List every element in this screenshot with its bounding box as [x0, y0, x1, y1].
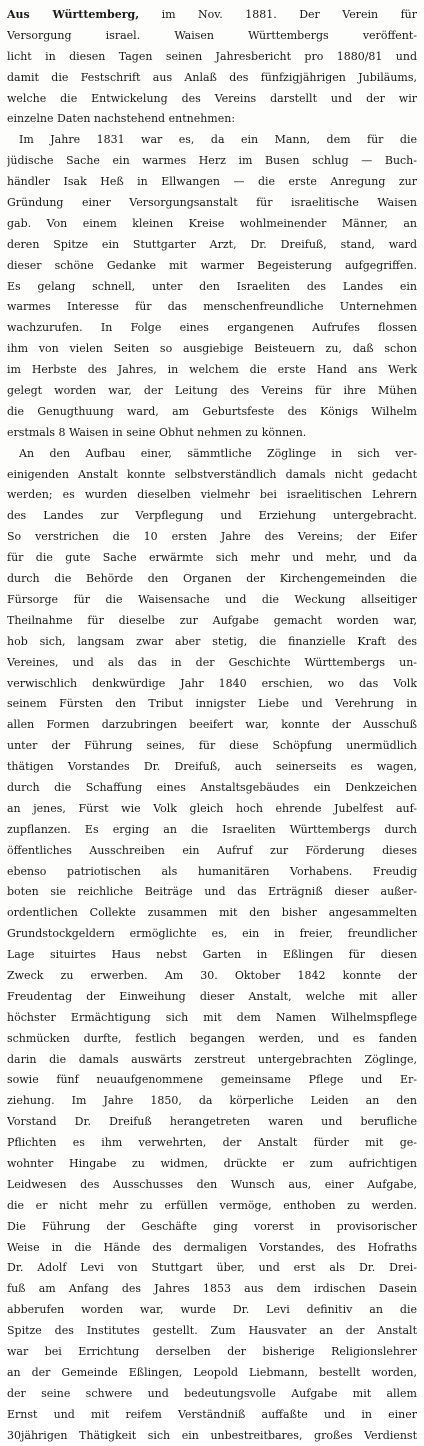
line-text: Ernst und mit reifem Verständniß auffaßte und in einer	[7, 1407, 417, 1421]
line-text: erstmals 8 Waisen in seine Obhut nehmen zu können.	[7, 425, 307, 439]
line-text: für die gute Sache erwärmte sich mehr und mehr, und da	[7, 551, 417, 565]
text-line	[7, 297, 417, 318]
text-line	[7, 694, 417, 715]
line-text: Freudentag der Einweihung dieser Anstalt, welche mit aller	[7, 989, 417, 1003]
line-text: jüdische Sache ein warmes Herz im Busen schlug — Buch-	[7, 154, 417, 168]
line-text: wohnter Hingabe zu widmen, drückte er zum aufrichtigen	[7, 1156, 417, 1170]
line-text: 30jährigen Thätigkeit sich ein unbestreitbares, großes Verdienst	[7, 1428, 417, 1442]
line-text: abberufen worden war, wurde Dr. Levi definitiv an die	[7, 1303, 417, 1317]
text-line	[7, 778, 417, 799]
line-text: Vereines, und als das in der Geschichte Württembergs un-	[7, 655, 417, 669]
line-text: Pflichten es ihm verwehrten, der Anstalt fürder mit ge-	[7, 1136, 417, 1150]
line-text: Grundstockgeldern ermöglichte es, ein in freier, freundlicher	[7, 927, 417, 941]
line-text: Die Führung der Geschäfte ging vorerst in provisorischer	[7, 1219, 417, 1233]
line-text: So verstrichen die 10 ersten Jahre des Vereins; der Eifer	[7, 530, 417, 544]
text-line	[7, 318, 417, 339]
text-line	[7, 882, 417, 903]
line-text: im Herbste des Jahres, in welchem die erste Hand ans Werk	[7, 363, 417, 377]
text-line	[7, 820, 417, 841]
text-line	[7, 1384, 417, 1405]
line-text: hob sich, langsam zwar aber stetig, die finanzielle Kraft des	[7, 634, 417, 648]
text-line	[7, 109, 417, 130]
line-text: an jenes, Fürst wie Volk gleich hoch ehrende Jubelfest auf-	[7, 801, 417, 815]
text-line	[7, 841, 417, 862]
line-text: gelegt worden war, der Leitung des Vereins für ihre Mühen	[7, 384, 417, 398]
line-text: Fürsorge für die Waisensache und die Weckung allseitiger	[7, 592, 417, 606]
text-line	[7, 1154, 417, 1175]
article-body	[7, 5, 417, 1446]
line-text: An den Aufbau einer, sämmtliche Zöglinge in sich ver-	[19, 446, 417, 460]
line-text: unter der Führung seines, für diese Schöpfung unermüdlich	[7, 739, 417, 753]
line-text: werden; es wurden dieselben vielmehr bei israelitischen Lehrern	[7, 488, 417, 502]
line-text: wachzurufen. In Folge eines ergangenen Aufrufes flossen	[7, 321, 417, 335]
text-line	[7, 1217, 417, 1238]
text-line	[7, 757, 417, 778]
line-text: sowie fünf neuaufgenommene gemeinsame Pflege und Er-	[7, 1073, 417, 1087]
line-text: verwischlich denkwürdige Jahr 1840 erschien, wo das Volk	[7, 676, 417, 690]
line-text: durch die Schaffung eines Anstaltsgebäudes ein Denkzeichen	[7, 780, 417, 794]
line-text: Leidwesen des Ausschusses den Wunsch aus, einer Aufgabe,	[7, 1177, 417, 1191]
line-text: thätigen Vorstandes Dr. Dreifuß, auch seinerseits es wagen,	[7, 760, 417, 774]
line-text: durch die Behörde den Organen der Kirchengemeinden die	[7, 572, 417, 586]
text-line	[7, 1050, 417, 1071]
text-line	[7, 130, 417, 151]
text-line	[7, 1029, 417, 1050]
line-text: Zweck zu erwerben. Am 30. Oktober 1842 konnte der	[7, 968, 417, 982]
line-text: ihm von vielen Seiten so ausgiebige Beisteuern zu, daß schon	[7, 342, 417, 356]
line-text: die Genugthuung ward, am Geburtsfeste des Königs Wilhelm	[7, 404, 417, 418]
text-line	[7, 736, 417, 757]
line-text: deren Spitze ein Stuttgarter Arzt, Dr. Dreifuß, stand, ward	[7, 237, 417, 251]
text-line	[7, 1112, 417, 1133]
line-text: boten sie reichliche Beiträge und das Erträgniß dieser außer-	[7, 885, 417, 899]
text-line	[7, 674, 417, 695]
line-text: damit die Festschrift aus Anlaß des fünfzigjährigen Jubiläums,	[7, 70, 417, 84]
text-line	[7, 715, 417, 736]
line-text: Spitze des Institutes gestellt. Zum Hausvater an der Anstalt	[7, 1324, 417, 1338]
line-text: dieser schöne Gedanke mit warmer Begeisterung aufgegriffen.	[7, 258, 417, 272]
text-line	[7, 151, 417, 172]
text-line	[7, 360, 417, 381]
line-text: fuß am Anfang des Jahres 1853 aus dem irdischen Dasein	[7, 1282, 417, 1296]
text-line	[7, 1008, 417, 1029]
text-line	[7, 527, 417, 548]
line-text: ebenso patriotischen als humanitären Vorhabens. Freudig	[7, 864, 417, 878]
article-headline: Aus Württemberg,	[7, 8, 140, 21]
text-line	[7, 485, 417, 506]
line-text: allen Formen darzubringen beeifert war, konnte der Ausschuß	[7, 718, 417, 732]
line-text: einigenden Anstalt konnte selbstverständlich damals nicht gedacht	[7, 467, 417, 481]
text-line	[7, 256, 417, 277]
text-line	[7, 1175, 417, 1196]
text-line	[7, 277, 417, 298]
text-line	[7, 632, 417, 653]
line-text: im Nov. 1881. Der Verein für	[161, 8, 417, 21]
text-line	[7, 945, 417, 966]
text-line	[7, 214, 417, 235]
text-line	[7, 903, 417, 924]
headline-line	[7, 5, 417, 26]
line-text: warmes Interesse für das menschenfreundliche Unternehmen	[7, 300, 417, 314]
text-line	[7, 1070, 417, 1091]
line-text: die er nicht mehr zu erfüllen vermöge, enthoben zu werden.	[7, 1198, 417, 1212]
line-text: einzelne Daten nachstehend entnehmen:	[7, 112, 236, 126]
line-text: schmücken durfte, festlich begangen werden, und es fanden	[7, 1031, 417, 1045]
text-line	[7, 1133, 417, 1154]
text-line	[7, 611, 417, 632]
text-line	[7, 1196, 417, 1217]
line-text: Theilnahme für dieselbe zur Aufgabe gemacht worden war,	[7, 613, 417, 627]
text-line	[7, 924, 417, 945]
line-text: gab. Von einem kleinen Kreise wohlmeinender Männer, an	[7, 216, 417, 230]
line-text: Lage situirtes Haus nebst Garten in Eßlingen für diesen	[7, 948, 417, 962]
text-line	[7, 1279, 417, 1300]
text-line	[7, 1405, 417, 1426]
text-line	[7, 26, 417, 47]
line-text: ziehung. Im Jahre 1850, da körperliche Leiden an den	[7, 1094, 417, 1108]
text-line	[7, 1300, 417, 1321]
text-line	[7, 465, 417, 486]
line-text: seinem Fürsten den Tribut innigster Liebe und Verehrung in	[7, 697, 417, 711]
text-line	[7, 1258, 417, 1279]
text-line	[7, 1426, 417, 1446]
line-text: öffentliches Ausschreiben ein Aufruf zur Förderung dieses	[7, 843, 417, 857]
text-line	[7, 548, 417, 569]
line-text: darin die damals auswärts zerstreut untergebrachten Zöglinge,	[7, 1052, 417, 1066]
text-line	[7, 1091, 417, 1112]
text-line	[7, 89, 417, 110]
text-line	[7, 1321, 417, 1342]
line-text: der seine schwere und bedeutungsvolle Aufgabe mit allem	[7, 1386, 417, 1400]
text-line	[7, 423, 417, 444]
text-line	[7, 47, 417, 68]
text-line	[7, 172, 417, 193]
line-text: licht in diesen Tagen seinen Jahresbericht pro 1880/81 und	[7, 49, 417, 63]
line-text: Weise in die Hände des dermaligen Vorstandes, des Hofraths	[7, 1240, 417, 1254]
text-line	[7, 339, 417, 360]
line-text: Gründung einer Versorgungsanstalt für israelitische Waisen	[7, 196, 417, 210]
line-text: Es gelang schnell, unter den Israeliten des Landes ein	[7, 279, 417, 293]
text-line	[7, 193, 417, 214]
text-line	[7, 402, 417, 423]
text-line	[7, 235, 417, 256]
line-text: an der Gemeinde Eßlingen, Leopold Liebmann, bestellt worden,	[7, 1365, 417, 1379]
line-text: ordentlichen Collekte zusammen mit den bisher angesammelten	[7, 906, 417, 920]
text-line	[7, 590, 417, 611]
text-line	[7, 987, 417, 1008]
text-line	[7, 1238, 417, 1259]
text-line	[7, 381, 417, 402]
line-text: Versorgung israel. Waisen Württembergs veröffent-	[7, 28, 417, 42]
line-text: welche die Entwickelung des Vereins darstellt und der wir	[7, 91, 417, 105]
line-text: händler Isak Heß in Ellwangen — die erste Anregung zur	[7, 175, 417, 189]
line-text: höchster Ermächtigung sich mit dem Namen Wilhelmspflege	[7, 1010, 417, 1024]
text-line	[7, 444, 417, 465]
line-text: Dr. Adolf Levi von Stuttgart über, und erst als Dr. Drei-	[7, 1261, 417, 1275]
line-text: Vorstand Dr. Dreifuß herangetreten waren und berufliche	[7, 1115, 417, 1129]
text-line	[7, 653, 417, 674]
text-line	[7, 862, 417, 883]
text-line	[7, 569, 417, 590]
text-line	[7, 68, 417, 89]
line-text: des Landes zur Verpflegung und Erziehung untergebracht.	[7, 509, 417, 523]
text-line	[7, 506, 417, 527]
line-text: war bei Errichtung derselben der bisherige Religionslehrer	[7, 1345, 417, 1358]
text-line	[7, 799, 417, 820]
text-line	[7, 966, 417, 987]
line-text: zupflanzen. Es erging an die Israeliten Württembergs durch	[7, 822, 417, 836]
line-text: Im Jahre 1831 war es, da ein Mann, dem für die	[19, 133, 417, 147]
text-line	[7, 1342, 417, 1363]
text-line	[7, 1363, 417, 1384]
